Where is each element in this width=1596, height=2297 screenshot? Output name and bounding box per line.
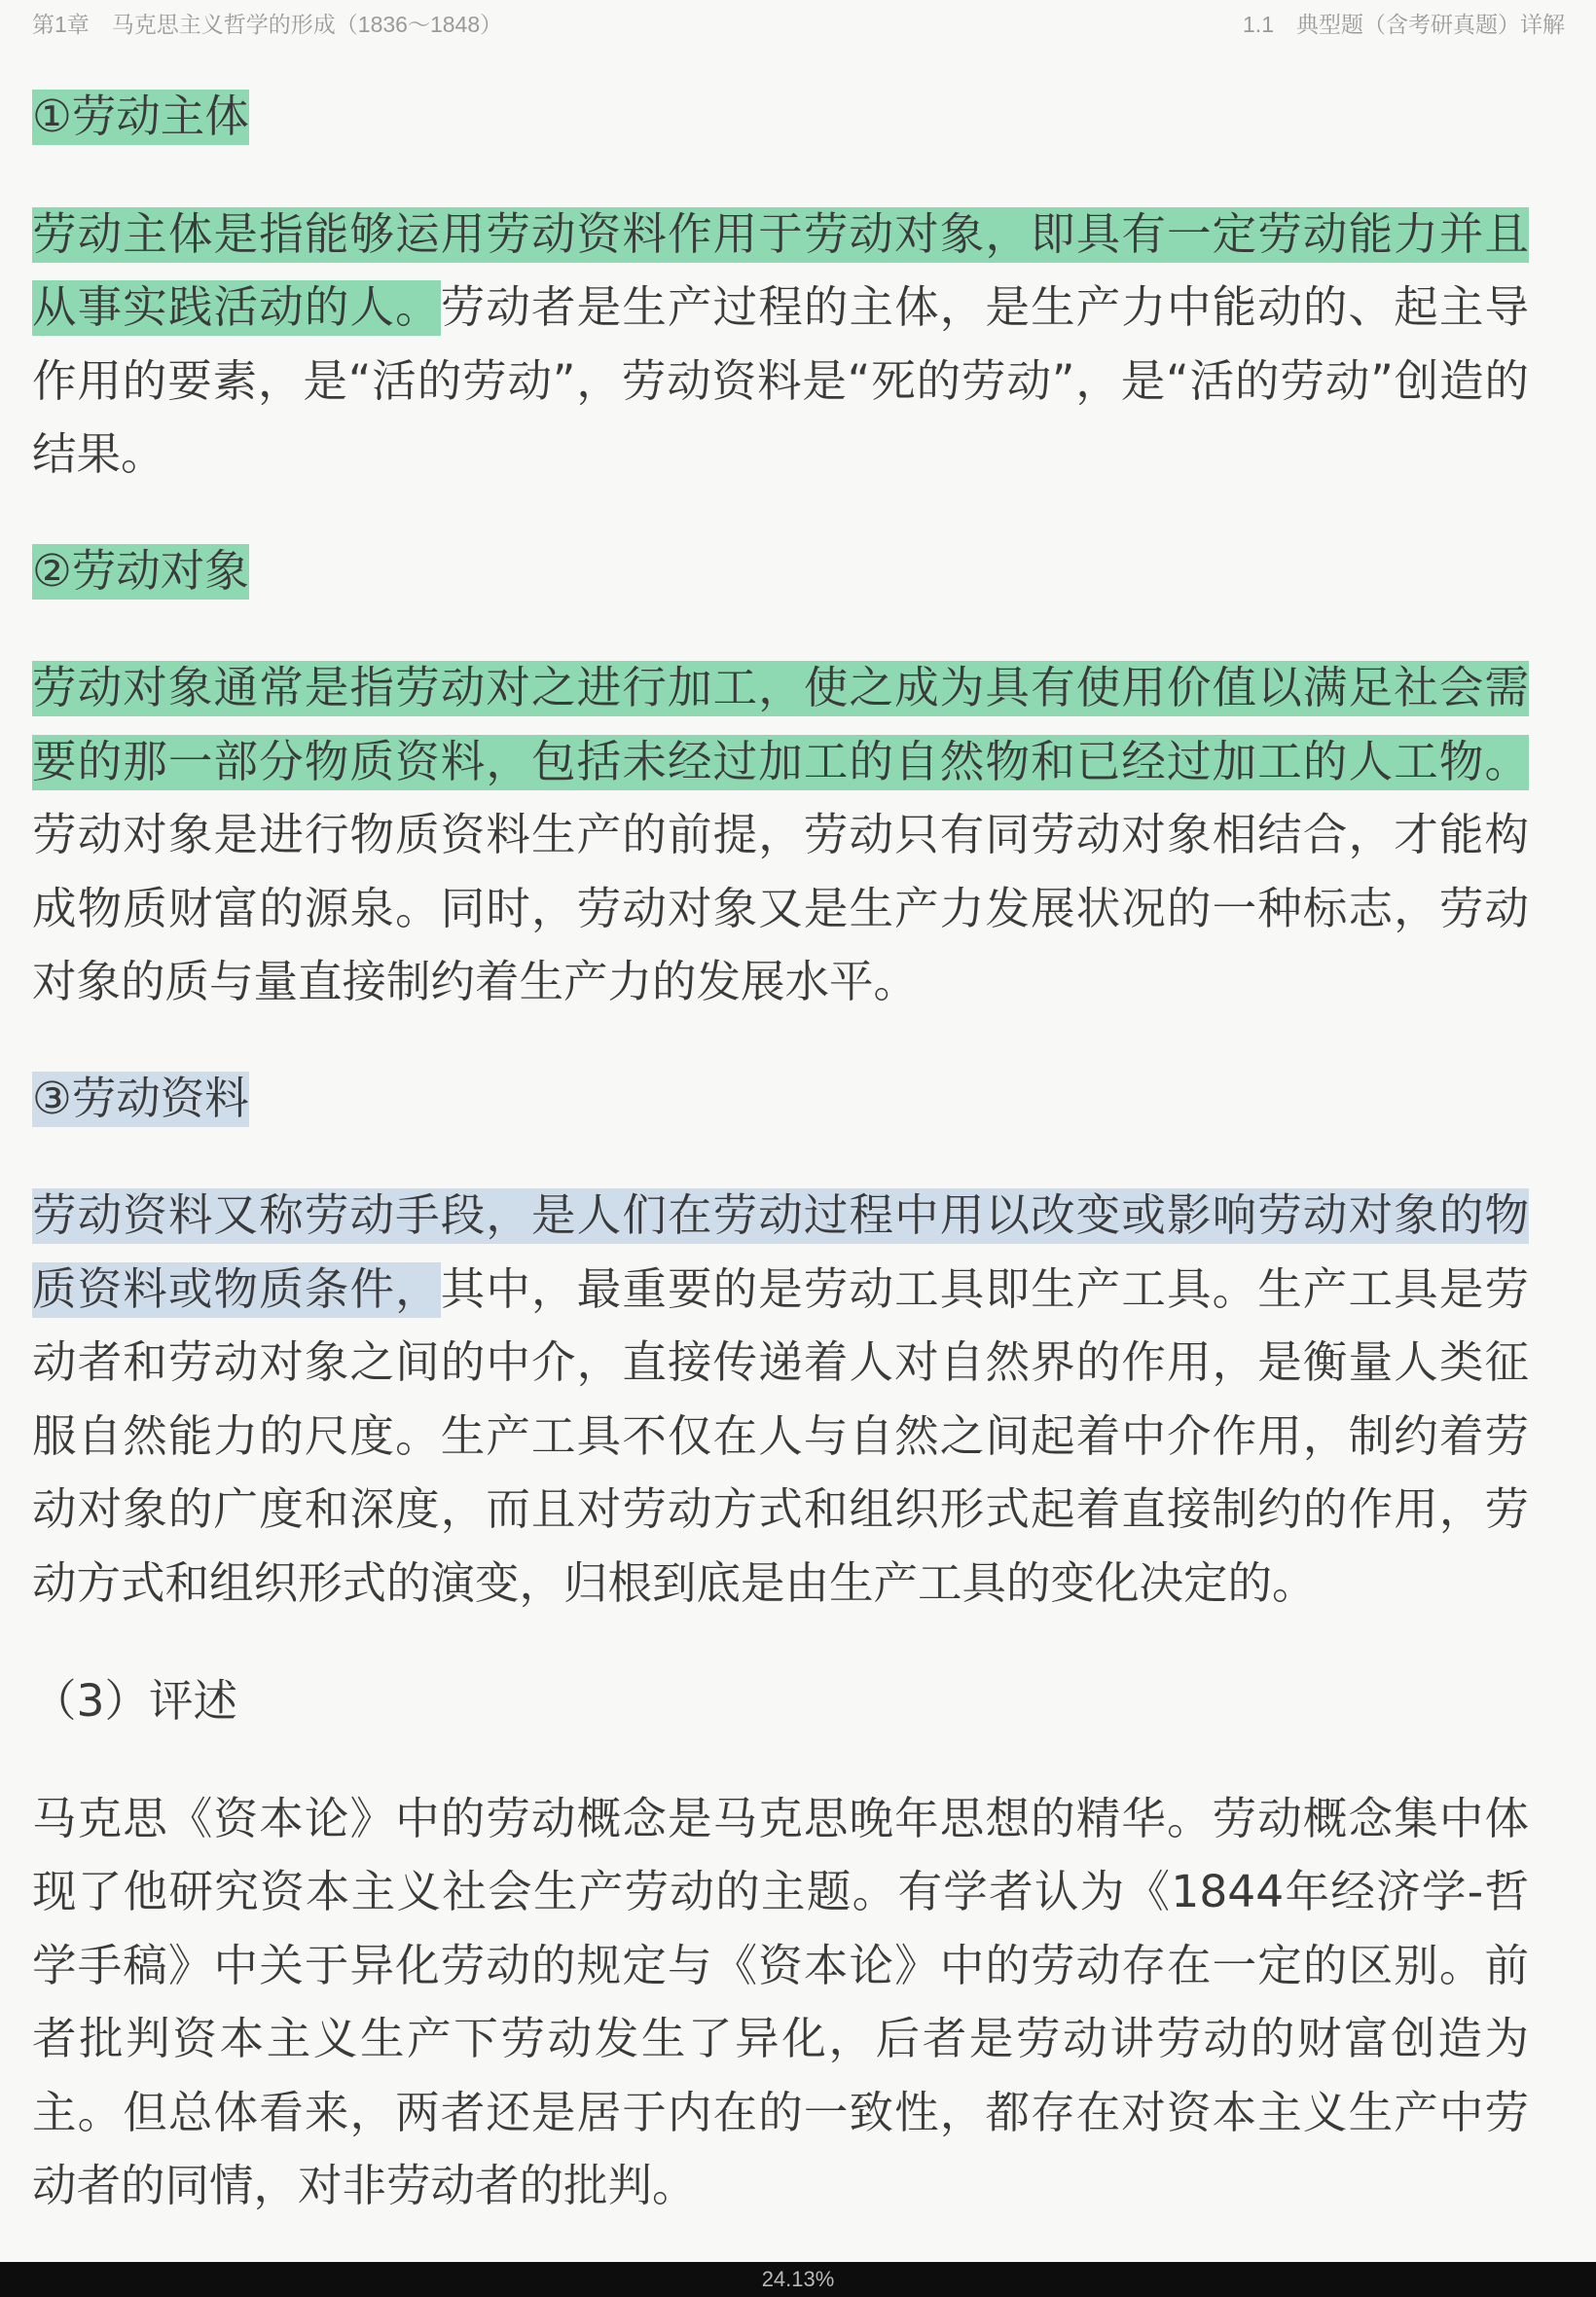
chapter-title: 第1章 马克思主义哲学的形成（1836～1848） bbox=[32, 12, 503, 37]
heading-commentary bbox=[32, 1664, 1529, 1738]
heading-labor-subject[interactable] bbox=[32, 80, 1529, 154]
reading-progress-bar bbox=[0, 2262, 1596, 2297]
highlighted-text-labor-subject[interactable]: 劳动主体是指能够运用劳动资料作用于劳动对象，即具有一定劳动能力并且从事实践活动的人。 bbox=[32, 207, 1529, 337]
paragraph-text-labor-subject: 劳动者是生产过程的主体，是生产力中能动的、起主导作用的要素，是“活的劳动”，劳动资料是“死的劳动”，是“活的劳动”创造的结果。 bbox=[32, 281, 1529, 480]
reading-progress-percent: 24.13% bbox=[761, 2267, 835, 2291]
highlighted-heading-labor-subject[interactable]: ①劳动主体 bbox=[32, 90, 249, 145]
reading-content bbox=[32, 80, 1529, 2223]
paragraph-labor-material[interactable] bbox=[32, 1179, 1529, 1620]
highlighted-text-labor-material[interactable]: 劳动资料又称劳动手段，是人们在劳动过程中用以改变或影响劳动对象的物质资料或物质条件， bbox=[32, 1188, 1529, 1318]
highlighted-heading-labor-object[interactable]: ②劳动对象 bbox=[32, 544, 249, 600]
paragraph-commentary: 马克思《资本论》中的劳动概念是马克思晚年思想的精华。劳动概念集中体现了他研究资本主义社会生产劳动的主题。有学者认为《1844年经济学-哲学手稿》中关于异化劳动的规定与《资本论》中的劳动存在一定的区别。前者批判资本主义生产下劳动发生了异化，后者是劳动讲劳动的财富创造为主。但总体看来，两者还是居于内在的一致性，都存在对资本主义生产中劳动者的同情，对非劳动者的批判。 bbox=[32, 1792, 1529, 2211]
section-title: 1.1 典型题（含考研真题）详解 bbox=[1243, 12, 1565, 37]
paragraph-labor-object[interactable] bbox=[32, 651, 1529, 1019]
paragraph-labor-subject[interactable] bbox=[32, 198, 1529, 492]
heading-commentary-text: （3）评述 bbox=[32, 1675, 237, 1727]
paragraph-text-labor-object: 劳动对象是进行物质资料生产的前提，劳动只有同劳动对象相结合，才能构成物质财富的源泉。同时，劳动对象又是生产力发展状况的一种标志，劳动对象的质与量直接制约着生产力的发展水平。 bbox=[32, 809, 1529, 1007]
paragraph-text-labor-material: 其中，最重要的是劳动工具即生产工具。生产工具是劳动者和劳动对象之间的中介，直接传递着人对自然界的作用，是衡量人类征服自然能力的尺度。生产工具不仅在人与自然之间起着中介作用，制约着劳动对象的广度和深度，而且对劳动方式和组织形式起着直接制约的作用，劳动方式和组织形式的演变，归根到底是由生产工具的变化决定的。 bbox=[32, 1262, 1529, 1609]
heading-labor-material[interactable] bbox=[32, 1062, 1529, 1136]
highlighted-heading-labor-material[interactable]: ③劳动资料 bbox=[32, 1072, 249, 1127]
highlighted-text-labor-object[interactable]: 劳动对象通常是指劳动对之进行加工，使之成为具有使用价值以满足社会需要的那一部分物质资料，包括未经过加工的自然物和已经过加工的人工物。 bbox=[32, 661, 1529, 790]
page-header bbox=[0, 0, 1596, 43]
heading-labor-object[interactable] bbox=[32, 534, 1529, 608]
